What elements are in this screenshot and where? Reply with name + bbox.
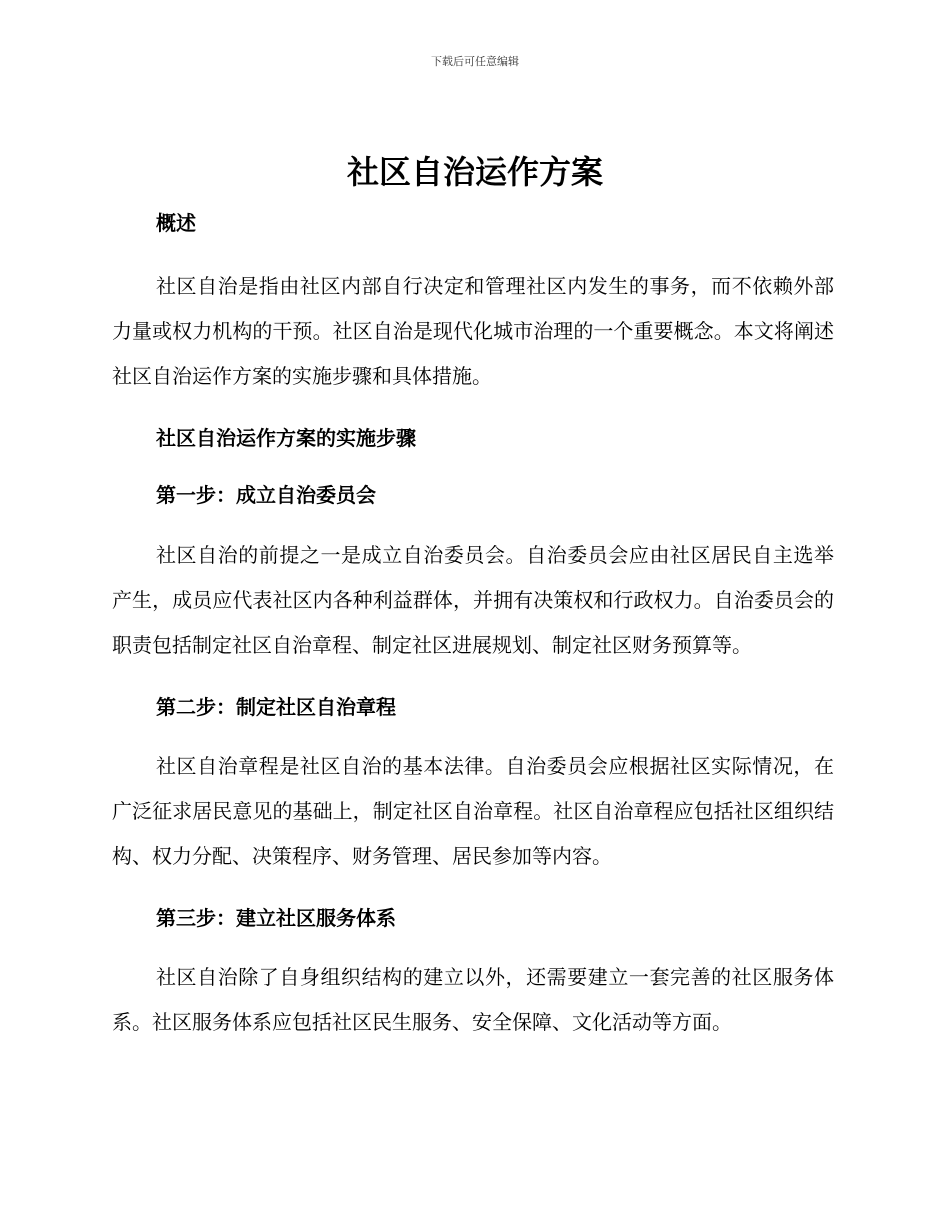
overview-paragraph: 社区自治是指由社区内部自行决定和管理社区内发生的事务，而不依赖外部力量或权力机构的干预。社区自治是现代化城市治理的一个重要概念。本文将阐述社区自治运作方案的实施步骤和具体措施。	[112, 274, 834, 388]
document-body	[112, 205, 834, 1045]
implementation-steps-heading: 社区自治运作方案的实施步骤	[156, 426, 416, 450]
step1-paragraph: 社区自治的前提之一是成立自治委员会。自治委员会应由社区居民自主选举产生，成员应代表社区内各种利益群体，并拥有决策权和行政权力。自治委员会的职责包括制定社区自治章程、制定社区进展规划、制定社区财务预算等。	[112, 543, 834, 657]
page-header-note: 下载后可任意编辑	[431, 55, 519, 68]
step3-paragraph: 社区自治除了自身组织结构的建立以外，还需要建立一套完善的社区服务体系。社区服务体系应包括社区民生服务、安全保障、文化活动等方面。	[112, 965, 834, 1034]
document-title: 社区自治运作方案	[346, 153, 603, 191]
step1-heading: 第一步：成立自治委员会	[156, 483, 376, 507]
overview-heading: 概述	[156, 211, 196, 235]
step3-heading: 第三步：建立社区服务体系	[156, 906, 396, 930]
step2-heading: 第二步：制定社区自治章程	[156, 695, 396, 719]
step2-paragraph: 社区自治章程是社区自治的基本法律。自治委员会应根据社区实际情况，在广泛征求居民意见的基础上，制定社区自治章程。社区自治章程应包括社区组织结构、权力分配、决策程序、财务管理、居民参加等内容。	[112, 754, 834, 868]
